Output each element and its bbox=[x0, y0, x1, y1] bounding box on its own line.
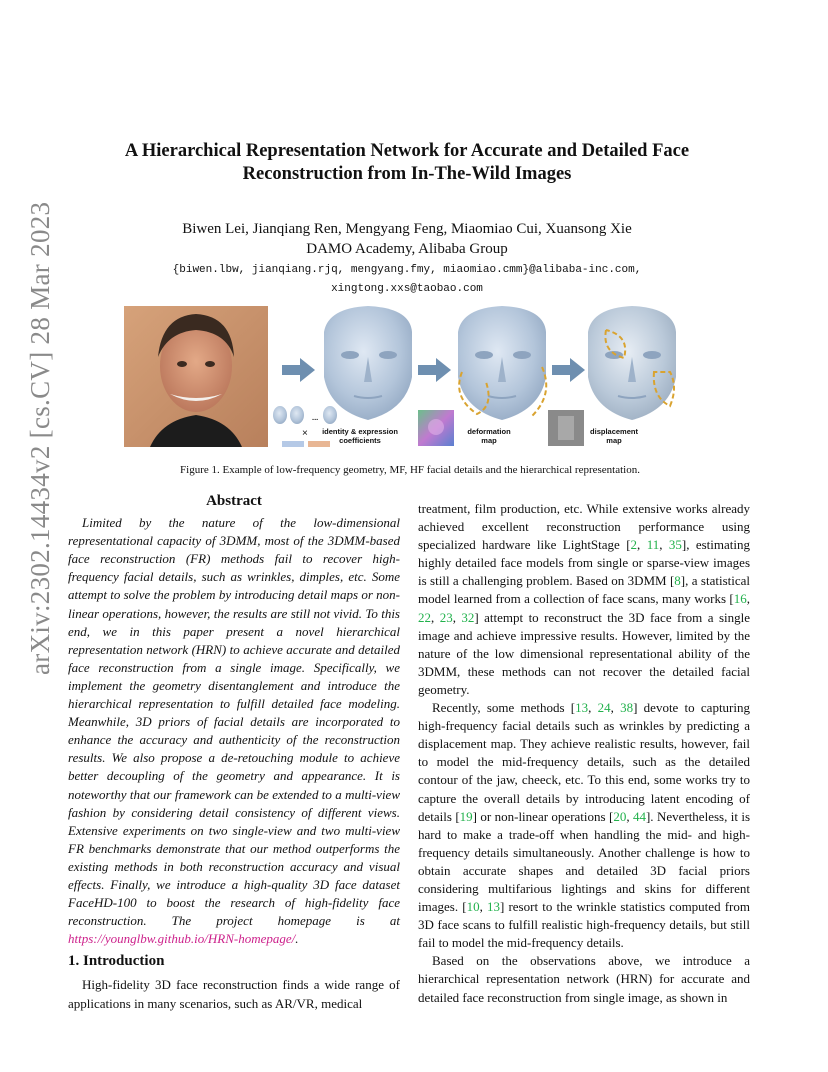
citation-link[interactable]: 10 bbox=[466, 899, 480, 915]
abstract-end: . bbox=[295, 931, 299, 947]
title-line-1: A Hierarchical Representation Network for Accurate and Detailed Face bbox=[124, 141, 690, 161]
citation-link[interactable]: 32 bbox=[461, 609, 475, 625]
abstract-heading: Abstract bbox=[206, 493, 262, 509]
citation-link[interactable]: 13 bbox=[575, 700, 589, 716]
text-span: ] or non-linear operations [ bbox=[472, 808, 614, 824]
citation-link[interactable]: 35 bbox=[668, 537, 682, 553]
email-line-2: xingtong.xxs@taobao.com bbox=[331, 283, 483, 295]
author-block bbox=[90, 219, 724, 259]
figure-1-illustration bbox=[122, 302, 694, 460]
figure-1 bbox=[122, 302, 694, 460]
deform-label-2: map bbox=[481, 436, 497, 445]
input-photo bbox=[124, 306, 268, 447]
citation-link[interactable]: 13 bbox=[486, 899, 500, 915]
ellipsis-text: ... bbox=[312, 413, 319, 422]
citation-link[interactable]: 38 bbox=[620, 700, 634, 716]
intro-paragraph-1-continued: treatment, film production, etc. While extensive works already achieved excellent reconstruction performance using specialized hardware like LightStage [2, 11, 35], estimating highly detailed face models from single or sparse-view images is still a challenging problem. Based on 3DMM [8], a statistical model learned from a collection of face scans, many works [16, 22, 23, 32] attempt to reconstruct the 3D face from a single image and achieve impressive results. However, limited by the nature of the low dimensional representational ability of the 3DMM, these methods can not recover the detailed facial geometry. bbox=[418, 501, 750, 697]
citation-link[interactable]: 24 bbox=[597, 700, 611, 716]
title-line-2: Reconstruction from In-The-Wild Images bbox=[242, 164, 572, 184]
text-span: ] resort to the wrinkle statistics computed from 3D face scans to fulfill realistic high-frequency details, but still fail to model the mid-frequency details. bbox=[418, 899, 750, 951]
citation-link[interactable]: 23 bbox=[439, 609, 453, 625]
citation-link[interactable]: 11 bbox=[646, 537, 660, 553]
coeff-label-2: coefficients bbox=[339, 436, 381, 445]
text-span: ] attempt to reconstruct the 3D face from a single image and achieve impressive results. However, limited by the nature of the low dimensional representational ability of the 3DMM, these methods can not recover the detailed facial geometry. bbox=[418, 609, 750, 697]
text-span: ]. Nevertheless, it is hard to make a trade-off when handling the mid- and high-frequency details simultaneously. Another challenge is how to obtain accurate shapes and detailed 3D facial priors considering multifarious lightings and skins for different images. [ bbox=[418, 808, 751, 915]
affiliation: DAMO Academy, Alibaba Group bbox=[306, 241, 508, 257]
email-block bbox=[90, 261, 724, 299]
intro-paragraph-1: High-fidelity 3D face reconstruction finds a wide range of applications in many scenarios, such as AR/VR, medical bbox=[68, 977, 400, 1011]
times-symbol: × bbox=[302, 428, 308, 439]
introduction-heading: 1. Introduction bbox=[68, 953, 165, 970]
intro-paragraph-2: Recently, some methods [13, 24, 38] devote to capturing high-frequency facial details such as wrinkles by predicting a displacement map. They achieve realistic results, however, fail to model the mid-frequency details, such as the detailed contour of the jaw, cheeck, etc. To this end, some works try to capture the overall details by introducing latent encoding of details [19] or non-linear operations [20, 44]. Nevertheless, it is hard to make a trade-off when handling the mid- and high-frequency details simultaneously. Another challenge is how to obtain accurate shapes and detailed 3D facial priors considering multifarious lightings and skins for different images. [10, 13] resort to the wrinkle statistics computed from 3D face scans to fulfill realistic high-frequency details, but still fail to model the mid-frequency details. bbox=[418, 700, 751, 951]
figure-caption: Figure 1. Example of low-frequency geometry, MF, HF facial details and the hierarchical representation. bbox=[180, 464, 640, 476]
paper-title bbox=[90, 140, 724, 186]
citation-link[interactable]: 16 bbox=[733, 591, 747, 607]
citation-link[interactable]: 22 bbox=[418, 609, 431, 625]
high-frequency-face-mesh bbox=[588, 306, 676, 420]
disp-label-2: map bbox=[606, 436, 622, 445]
right-column bbox=[418, 500, 750, 1007]
abstract-body: Limited by the nature of the low-dimensional representational capacity of 3DMM, most of the 3DMM-based face reconstruction (FR) methods fail to recover high-frequency facial details, such as wrinkles, dimples, etc. Some attempt to solve the problem by introducing detail maps or non-linear operations, however, the results are still not vivid. To this end, we in this paper present a novel hierarchical representation network (HRN) to achieve accurate and detailed face reconstruction from a single image. Specifically, we implement the geometry disentanglement and introduce the hierarchical representation to fulfill detailed face modeling. Meanwhile, 3D priors of facial details are incorporated to enhance the accuracy and authenticity of the reconstruction results. We also propose a de-retouching module to achieve better decoupling of the geometry and appearance. It is noteworthy that our framework can be extended to a multi-view fashion by considering detail consistency of different views. Extensive experiments on two single-view and two multi-view FR benchmarks demonstrate that our method outperforms the existing methods in both reconstruction accuracy and visual effects. Finally, we introduce a high-quality 3D face dataset FaceHD-100 to boost the research of high-fidelity face reconstruction. The project homepage is at bbox=[68, 515, 400, 929]
text-span: ], estimating highly detailed face models from single or sparse-view images is still a challenging problem. Based on 3DMM [ bbox=[418, 537, 750, 589]
email-line-1: {biwen.lbw, jianqiang.rjq, mengyang.fmy, miaomiao.cmm}@alibaba-inc.com, bbox=[172, 264, 642, 276]
disp-label-1: displacement bbox=[590, 427, 638, 436]
arxiv-identifier: arXiv:2302.14434v2 [cs.CV] 28 Mar 2023 bbox=[25, 201, 55, 675]
mid-frequency-face-mesh bbox=[458, 306, 546, 420]
left-column bbox=[68, 492, 400, 1013]
text-span: treatment, film production, etc. While extensive works already achieved excellent reconstruction performance using specialized hardware like LightStage [ bbox=[418, 501, 750, 553]
intro-paragraph-3: Based on the observations above, we introduce a hierarchical representation network (HRN) for accurate and detailed face reconstruction from single image, as shown in bbox=[418, 953, 750, 1005]
arrow-2 bbox=[418, 358, 451, 382]
coeff-label-1: identity & expression bbox=[322, 427, 398, 436]
text-span: ], a statistical model learned from a collection of face scans, many works [ bbox=[418, 573, 750, 607]
citation-link[interactable]: 20 bbox=[613, 808, 627, 824]
citation-link[interactable]: 8 bbox=[674, 573, 681, 589]
text-span: Recently, some methods [ bbox=[432, 700, 576, 716]
citation-link[interactable]: 19 bbox=[459, 808, 473, 824]
text-span: ] devote to capturing high-frequency facial details such as wrinkles by predicting a displacement map. They achieve realistic results, however, fail to model the mid-frequency details, such as the detailed contour of the jaw, cheeck, etc. To this end, some works try to capture the overall details by introducing latent encoding of details [ bbox=[418, 700, 750, 824]
coarse-face-mesh bbox=[324, 306, 412, 420]
author-names: Biwen Lei, Jianqiang Ren, Mengyang Feng, Miaomiao Cui, Xuansong Xie bbox=[182, 221, 632, 237]
project-homepage-link[interactable]: https://younglbw.github.io/HRN-homepage/ bbox=[68, 931, 296, 947]
deform-label-1: deformation bbox=[467, 427, 511, 436]
arrow-1 bbox=[282, 358, 315, 382]
abstract-text bbox=[68, 514, 400, 948]
citation-link[interactable]: 44 bbox=[632, 808, 646, 824]
arrow-3 bbox=[552, 358, 585, 382]
citation-link[interactable]: 2 bbox=[630, 537, 638, 553]
